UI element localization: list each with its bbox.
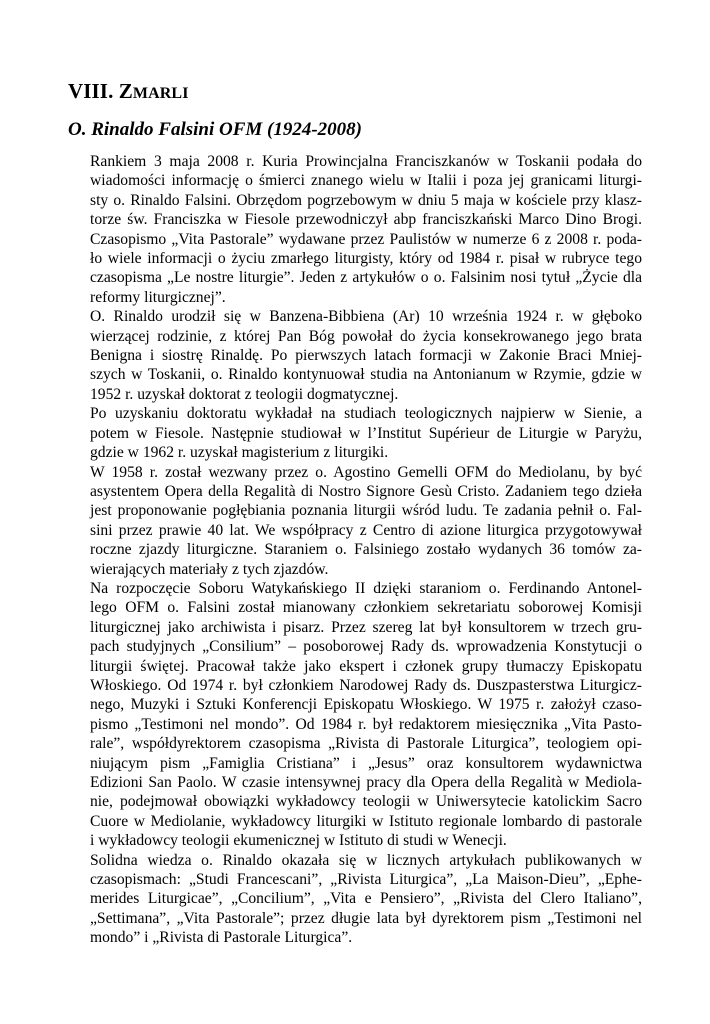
paragraph xyxy=(68,851,642,948)
text-line: Benigna i siostrę Rinaldę. Po pierwszych latach formacji w Zakonie Braci Mniej- xyxy=(90,347,642,365)
text-line: roczne zjazdy liturgiczne. Staraniem o. Falsiniego zostało wydanych 36 tomów za- xyxy=(90,541,642,559)
article-title: O. Rinaldo Falsini OFM (1924-2008) xyxy=(68,119,363,140)
text-line: merides Liturgicae”, „Concilium”, „Vita e Pensiero”, „Rivista del Clero Italiano”, xyxy=(90,890,642,908)
text-line: czasopismach: „Studi Francescani”, „Rivista Liturgica”, „La Maison-Dieu”, „Ephe- xyxy=(90,871,642,889)
text-line: niującym pism „Famiglia Cristiana” i „Jesus” oraz konsultorem wydawnictwa xyxy=(90,754,642,772)
text-line: potem w Fiesole. Następnie studiował w l’Institut Supérieur de Liturgie w Paryżu, xyxy=(90,424,642,442)
text-line: czasopisma „Le nostre liturgie”. Jeden z artykułów o o. Falsinim nosi tytuł „Życie dla xyxy=(90,269,642,287)
text-line: wiadomości informację o śmierci znanego wielu w Italii i poza jej granicami liturgi- xyxy=(90,172,642,190)
text-line: lego OFM o. Falsini został mianowany członkiem sekretariatu soborowej Komisji xyxy=(90,599,642,617)
text-line: Solidna wiedza o. Rinaldo okazała się w licznych artykułach publikowanych w xyxy=(90,851,642,869)
text-line: jest proponowanie pogłębiania poznania liturgii wśród ludu. Te zadania pełnił o. Fal- xyxy=(90,502,642,520)
text-line: Na rozpoczęcie Soboru Watykańskiego II dzięki staraniom o. Ferdinando Antonel- xyxy=(90,579,642,597)
text-line: Po uzyskaniu doktoratu wykładał na studiach teologicznych najpierw w Sienie, a xyxy=(90,405,642,423)
text-line: Cuore w Mediolanie, wykładowcy liturgiki w Istituto regionale lombardo di pastorale xyxy=(90,812,642,830)
text-line: Rankiem 3 maja 2008 r. Kuria Prowincjalna Franciszkanów w Toskanii podała do xyxy=(90,153,642,170)
article-body xyxy=(68,152,642,948)
text-line: Włoskiego. Od 1974 r. był członkiem Narodowej Rady ds. Duszpasterstwa Liturgicz- xyxy=(90,676,642,694)
paragraph xyxy=(68,463,642,579)
document-page xyxy=(68,78,642,948)
text-line: wierających materiały z tych zjazdów. xyxy=(90,560,329,578)
section-title-rest: MARLI xyxy=(132,85,189,102)
paragraph xyxy=(68,307,642,404)
text-line: „Settimana”, „Vita Pastorale”; przez długie lata był dyrektorem pism „Testimoni nel xyxy=(90,909,642,927)
text-line: liturgicznej jako archiwista i pisarz. Przez szereg lat był konsultorem w trzech gru- xyxy=(90,618,642,636)
paragraph xyxy=(68,579,642,851)
text-line: 1952 r. uzyskał doktorat z teologii dogmatycznej. xyxy=(90,385,399,403)
text-line: i wykładowcy teologii ekumenicznej w Istituto di studi w Wenecji. xyxy=(90,832,507,850)
text-line: Edizioni San Paolo. W czasie intensywnej pracy dla Opera della Regalità w Mediola- xyxy=(90,774,642,791)
text-line: nie, podejmował obowiązki wykładowcy teologii w Uniwersytecie katolickim Sacro xyxy=(90,793,642,811)
paragraph xyxy=(68,152,642,307)
text-line: mondo” i „Rivista di Pastorale Liturgica”. xyxy=(90,929,353,947)
text-line: liturgii świętej. Pracował także jako ekspert i członek grupy tłumaczy Episkopatu xyxy=(90,657,642,675)
text-line: W 1958 r. został wezwany przez o. Agostino Gemelli OFM do Mediolanu, by być xyxy=(90,463,642,481)
text-line: pach studyjnych „Consilium” – posoborowej Rady ds. wprowadzenia Konstytucji o xyxy=(90,638,642,656)
text-line: sty o. Rinaldo Falsini. Obrzędom pogrzebowym w dniu 5 maja w kościele przy klasz- xyxy=(90,191,642,209)
text-line: torze św. Franciszka w Fiesole przewodniczył abp franciszkański Marco Dino Brogi. xyxy=(90,211,642,229)
section-heading xyxy=(68,78,642,107)
text-line: ło wiele informacji o życiu zmarłego liturgisty, który od 1984 r. pisał w rubryce tego xyxy=(90,250,642,268)
text-line: Czasopismo „Vita Pastorale” wydawane przez Paulistów w numerze 6 z 2008 r. poda- xyxy=(90,230,642,248)
text-line: wierzącej rodzinie, z której Pan Bóg powołał do życia konsekrowanego jego brata xyxy=(90,327,642,345)
text-line: szych w Toskanii, o. Rinaldo kontynuował studia na Antonianum w Rzymie, gdzie w xyxy=(90,366,642,384)
text-line: asystentem Opera della Regalità di Nostro Signore Gesù Cristo. Zadaniem tego dzieła xyxy=(90,482,642,500)
text-line: nego, Muzyki i Sztuki Konferencji Episkopatu Włoskiego. W 1975 r. założył czaso- xyxy=(90,696,642,714)
text-line: sini przez prawie 40 lat. We współpracy z Centro di azione liturgica przygotowywał xyxy=(90,521,642,539)
paragraph xyxy=(68,404,642,462)
text-line: gdzie w 1962 r. uzyskał magisterium z liturgiki. xyxy=(90,444,389,462)
text-line: reformy liturgicznej”. xyxy=(90,288,226,306)
text-line: O. Rinaldo urodził się w Banzena-Bibbiena (Ar) 10 września 1924 r. w głęboko xyxy=(90,308,642,326)
text-line: rale”, współdyrektorem czasopisma „Rivista di Pastorale Liturgica”, teologiem opi- xyxy=(90,735,642,753)
text-line: pismo „Testimoni nel mondo”. Od 1984 r. był redaktorem miesięcznika „Vita Pasto- xyxy=(90,715,642,733)
section-title-initial: Z xyxy=(118,79,133,103)
section-number: VIII. xyxy=(68,79,114,103)
